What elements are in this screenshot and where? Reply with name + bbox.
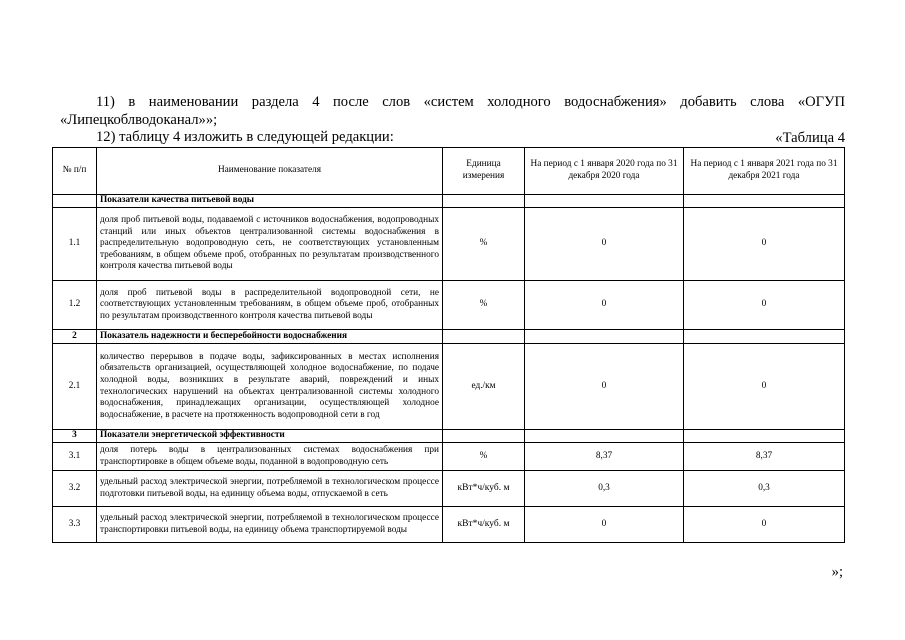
row-name: доля проб питьевой воды, подаваемой с источников водоснабжения, водопроводных станций или иных объектов централизованной системы водоснабжения в распределительную водопроводную сеть, не соответствующих установленным требованиям, в общем объеме проб, отобранных по результатам производственного контроля качества питьевой воды [97, 208, 443, 281]
table-row [53, 507, 845, 543]
section-title: Показатели энергетической эффективности [97, 430, 443, 443]
row-name: количество перерывов в подаче воды, зафиксированных в местах исполнения обязательств организацией, осуществляющей холодное водоснабжение, по подаче холодной воды, возникших в результате аварий, повреждений и иных технологических нарушений на объектах централизованной системы холодного водоснабжения, принадлежащих организации, осуществляющей холодное водоснабжение, в расчете на протяженность водопроводной сети в год [97, 344, 443, 430]
closing-quote: »; [831, 564, 843, 580]
section-title: Показатель надежности и бесперебойности водоснабжения [97, 330, 443, 344]
row-unit: % [443, 443, 525, 471]
row-unit: кВт*ч/куб. м [443, 471, 525, 507]
indicators-table [52, 147, 845, 543]
row-num: 3.2 [53, 471, 97, 507]
row-value-2021: 0 [684, 208, 845, 281]
row-value-2021: 0 [684, 507, 845, 543]
section-row [53, 430, 845, 443]
row-value-2020: 0 [525, 281, 684, 330]
section-title: Показатели качества питьевой воды [97, 195, 443, 208]
row-value-2021: 0 [684, 281, 845, 330]
row-value-2020: 8,37 [525, 443, 684, 471]
row-unit: % [443, 281, 525, 330]
table-row [53, 471, 845, 507]
row-unit: кВт*ч/куб. м [443, 507, 525, 543]
table-row [53, 344, 845, 430]
header-unit: Единица измерения [443, 148, 525, 195]
row-num: 1.2 [53, 281, 97, 330]
table-row [53, 208, 845, 281]
section-num: 2 [53, 330, 97, 344]
row-value-2020: 0 [525, 344, 684, 430]
row-value-2021: 0 [684, 344, 845, 430]
row-name: удельный расход электрической энергии, потребляемой в технологическом процессе подготовки питьевой воды, на единицу объема воды, отпускаемой в сеть [97, 471, 443, 507]
row-name: удельный расход электрической энергии, потребляемой в технологическом процессе транспортировки питьевой воды, на единицу объема транспортируемой воды [97, 507, 443, 543]
header-period-2020: На период с 1 января 2020 года по 31 декабря 2020 года [525, 148, 684, 195]
section-row [53, 330, 845, 344]
table-header-row [53, 148, 845, 195]
row-unit: % [443, 208, 525, 281]
header-period-2021: На период с 1 января 2021 года по 31 декабря 2021 года [684, 148, 845, 195]
header-name: Наименование показателя [97, 148, 443, 195]
row-unit: ед./км [443, 344, 525, 430]
table-row [53, 281, 845, 330]
row-num: 1.1 [53, 208, 97, 281]
row-value-2020: 0 [525, 208, 684, 281]
header-num: № п/п [53, 148, 97, 195]
row-num: 2.1 [53, 344, 97, 430]
row-value-2020: 0,3 [525, 471, 684, 507]
row-value-2020: 0 [525, 507, 684, 543]
row-num: 3.3 [53, 507, 97, 543]
amendment-item-12: 12) таблицу 4 изложить в следующей редакции: [96, 128, 394, 145]
row-num: 3.1 [53, 443, 97, 471]
table-caption: «Таблица 4 [775, 130, 845, 146]
row-value-2021: 0,3 [684, 471, 845, 507]
section-num: 3 [53, 430, 97, 443]
row-name: доля проб питьевой воды в распределительной водопроводной сети, не соответствующих установленным требованиям, в общем объеме проб, отобранных по результатам производственного контроля качества питьевой воды [97, 281, 443, 330]
amendment-item-11: 11) в наименовании раздела 4 после слов «систем холодного водоснабжения» добавить слова «ОГУП «Липецкоблводоканал»»; [60, 93, 845, 128]
section-row [53, 195, 845, 208]
row-value-2021: 8,37 [684, 443, 845, 471]
table-row [53, 443, 845, 471]
section-num [53, 195, 97, 208]
row-name: доля потерь воды в централизованных системах водоснабжения при транспортировке в общем объеме воды, поданной в водопроводную сеть [97, 443, 443, 471]
